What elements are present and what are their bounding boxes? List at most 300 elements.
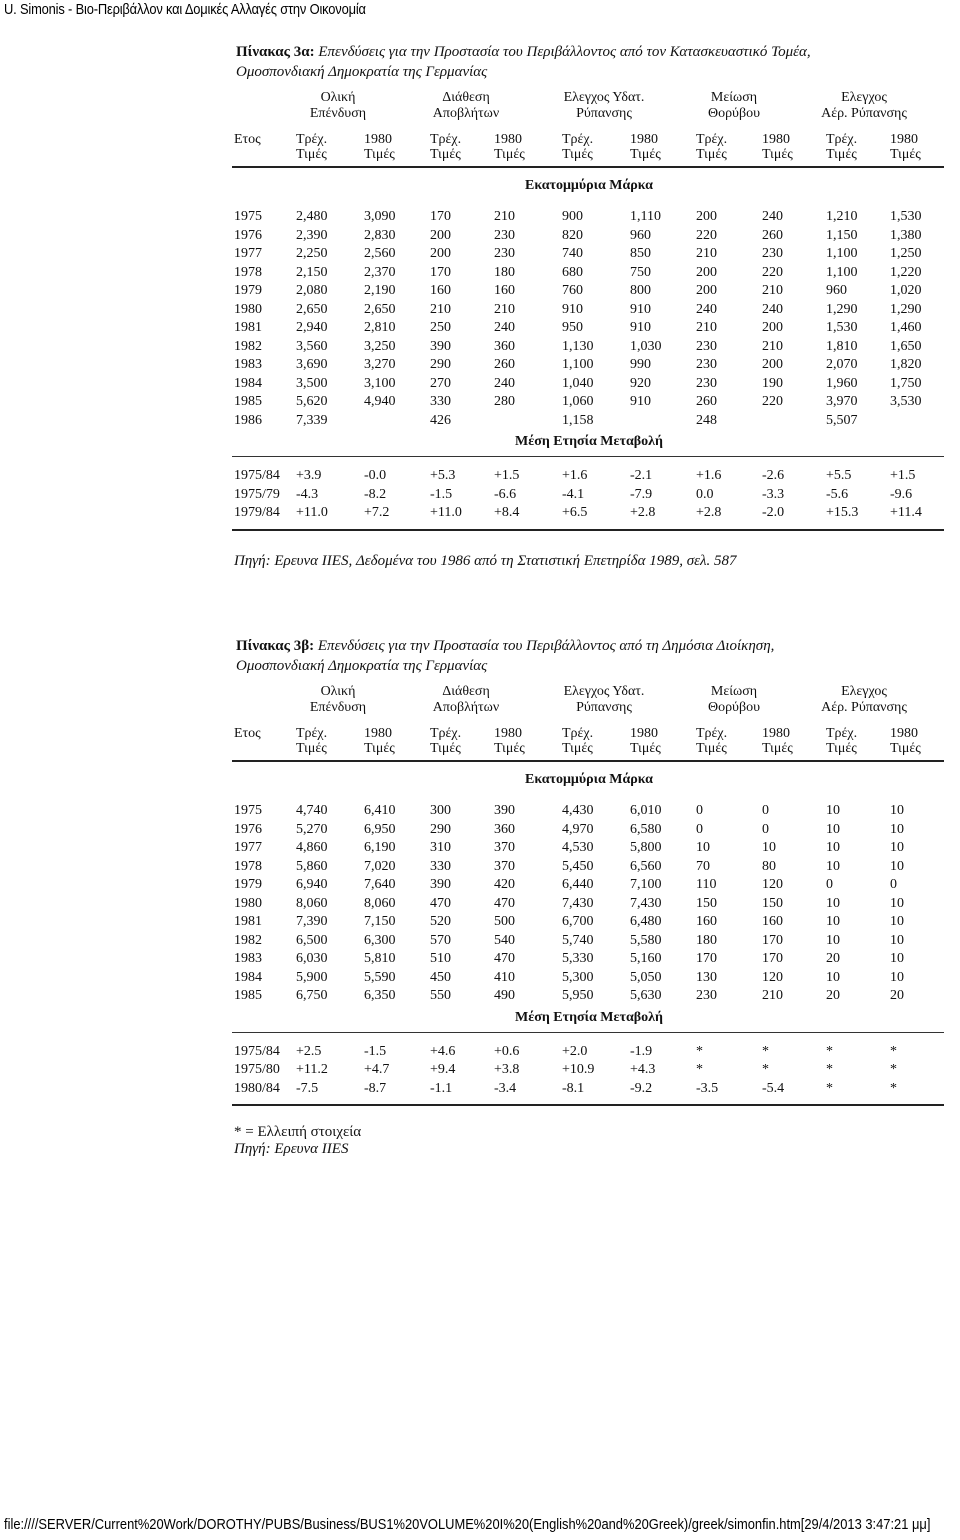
table-cell: 1,290 [826, 301, 858, 317]
table-3a [226, 42, 952, 570]
table-cell: +11.4 [890, 505, 922, 520]
table-cell: 170 [430, 264, 451, 280]
table-cell: 990 [630, 357, 651, 372]
row-label-cell: 1982 [234, 932, 262, 948]
table-cell: 500 [494, 914, 515, 929]
subheader-line1: Τρέχ. [430, 726, 462, 741]
row-label-cell: 1983 [234, 951, 262, 966]
table-cell: 2,190 [364, 283, 396, 298]
table-cell: 160 [762, 914, 783, 929]
table-cell: 10 [890, 932, 904, 948]
table-cell: +5.3 [430, 468, 456, 483]
table-cell: 10 [826, 969, 840, 985]
column-group-line1: Ολική [320, 90, 356, 105]
column-group-line2: Θορύβου [707, 106, 761, 121]
table-cell: +11.2 [296, 1062, 328, 1077]
table-cell: -5.6 [826, 486, 849, 502]
table-cell: +2.5 [296, 1043, 322, 1059]
subheader-line2: Τιμές [296, 147, 327, 162]
table-cell: 3,100 [364, 375, 396, 391]
table-cell: 1,060 [562, 394, 594, 409]
table-row [226, 301, 952, 320]
table-cell: 10 [890, 803, 904, 818]
base-1980-prices-header [364, 132, 395, 162]
table-cell: * [826, 1080, 833, 1096]
table-cell: 10 [890, 914, 904, 929]
table-cell: +2.8 [630, 505, 656, 520]
table-cell: 6,190 [364, 840, 396, 855]
table-cell: -2.6 [762, 468, 785, 483]
table-cell: 4,740 [296, 803, 328, 818]
table-cell: 210 [762, 283, 783, 298]
table-cell: 200 [762, 357, 783, 372]
table-cell: 6,440 [562, 877, 594, 892]
table-cell: +10.9 [562, 1062, 595, 1077]
table-cell: 390 [430, 877, 451, 892]
table-cell: 210 [762, 988, 783, 1003]
column-group-line2: Ρύπανσης [576, 700, 632, 715]
subheader-line2: Τιμές [696, 741, 727, 756]
table-cell: 426 [430, 412, 451, 428]
table-cell: 910 [630, 301, 651, 317]
table-cell: 130 [696, 969, 717, 985]
table-cell: 10 [826, 932, 840, 948]
column-group-line1: Μείωση [710, 90, 758, 105]
column-group [268, 90, 408, 122]
table-label: Πίνακας 3β: [236, 638, 315, 654]
subheader-line2: Τιμές [494, 147, 525, 162]
table-cell: 180 [696, 932, 717, 948]
column-group-line2: Αποβλήτων [432, 700, 500, 715]
table-cell: 5,900 [296, 969, 328, 985]
table-cell: 0 [696, 803, 703, 818]
column-group-line2: Αέρ. Ρύπανσης [821, 106, 907, 121]
base-1980-prices-header [762, 726, 793, 756]
row-label-cell: 1985 [234, 988, 262, 1003]
change-rows [226, 1043, 952, 1099]
bottom-rule [232, 1104, 944, 1106]
table-cell: -2.0 [762, 505, 785, 520]
table-cell: -0.0 [364, 468, 387, 483]
table-cell: 360 [494, 338, 515, 354]
row-label-cell: 1975/84 [234, 468, 280, 483]
table-cell: +7.2 [364, 505, 390, 520]
table-cell: 0 [696, 821, 703, 837]
table-cell: 7,430 [562, 895, 594, 911]
table-label: Πίνακας 3α: [236, 44, 315, 60]
table-row [226, 486, 952, 505]
table-cell: 310 [430, 840, 451, 855]
table-cell: -1.5 [430, 486, 453, 502]
row-label-cell: 1975/80 [234, 1062, 280, 1077]
table-cell: 190 [762, 375, 783, 391]
row-label-cell: 1977 [234, 246, 262, 261]
change-section-label: Μέση Ετησία Μεταβολή [515, 434, 663, 449]
table-cell: 10 [826, 914, 840, 929]
table-cell: 6,940 [296, 877, 328, 892]
table-cell: 470 [494, 951, 515, 966]
table-cell: -3.3 [762, 486, 785, 502]
table-cell: 7,020 [364, 858, 396, 874]
base-1980-prices-header [890, 132, 921, 162]
table-cell: 6,030 [296, 951, 328, 966]
table-cell: 240 [494, 375, 515, 391]
table-cell: 330 [430, 858, 451, 874]
table-cell: 2,810 [364, 320, 396, 335]
table-cell: 7,339 [296, 412, 328, 428]
table-cell: 220 [762, 394, 783, 409]
table-cell: 910 [630, 394, 651, 409]
row-label-cell: 1981 [234, 320, 262, 335]
table-cell: 170 [762, 932, 783, 948]
table-cell: 10 [762, 840, 776, 855]
table-cell: 1,100 [562, 357, 594, 372]
table-row [226, 227, 952, 246]
table-3b [226, 636, 952, 1158]
table-cell: -1.1 [430, 1080, 453, 1096]
subheader-line1: 1980 [630, 726, 658, 741]
table-cell: 5,630 [630, 988, 662, 1003]
table-cell: 150 [696, 895, 717, 911]
table-cell: * [890, 1043, 897, 1059]
table-cell: 3,560 [296, 338, 328, 354]
current-prices-header [296, 132, 327, 162]
table-cell: 10 [890, 821, 904, 837]
subheader-line1: Τρέχ. [826, 132, 858, 147]
table-cell: 510 [430, 951, 451, 966]
subheader-line2: Τιμές [762, 147, 793, 162]
table-cell: +15.3 [826, 505, 859, 520]
table-cell: 1,750 [890, 375, 922, 391]
table-cell: 300 [430, 803, 451, 818]
subheader-line1: Τρέχ. [696, 726, 728, 741]
table-cell: 570 [430, 932, 451, 948]
row-label-cell: 1980 [234, 895, 262, 911]
row-label-cell: 1979 [234, 283, 262, 298]
row-label-cell: 1983 [234, 357, 262, 372]
table-row [226, 319, 952, 338]
table-cell: 1,020 [890, 283, 922, 298]
table-cell: * [826, 1043, 833, 1059]
row-label-cell: 1980/84 [234, 1080, 280, 1096]
subheader-line1: 1980 [364, 132, 392, 147]
table-cell: 210 [494, 209, 515, 224]
table-cell: 200 [762, 320, 783, 335]
table-cell: 7,100 [630, 877, 662, 892]
table-cell: +1.5 [494, 468, 520, 483]
subheader-line2: Τιμές [364, 147, 395, 162]
subheader-line2: Τιμές [826, 741, 857, 756]
subheader-line1: 1980 [762, 132, 790, 147]
table-source: Πηγή: Ερευνα ΙΙΕS, Δεδομένα του 1986 από τη Στατιστική Επετηρίδα 1989, σελ. 587 [234, 552, 737, 569]
table-cell: 850 [630, 246, 651, 261]
table-cell: +11.0 [296, 505, 328, 520]
table-cell: 2,560 [364, 246, 396, 261]
table-cell: 1,530 [826, 320, 858, 335]
table-cell: 4,430 [562, 803, 594, 818]
table-cell: 120 [762, 877, 783, 892]
column-subheaders [226, 726, 952, 758]
table-cell: 370 [494, 840, 515, 855]
column-group-line2: Αποβλήτων [432, 106, 500, 121]
table-cell: 5,800 [630, 840, 662, 855]
table-row [226, 208, 952, 227]
table-row [226, 969, 952, 988]
table-row [226, 932, 952, 951]
table-cell: 1,650 [890, 338, 922, 354]
table-cell: -8.1 [562, 1080, 585, 1096]
table-cell: 0 [890, 877, 897, 892]
table-cell: 250 [430, 320, 451, 335]
year-column-header: Ετος [234, 726, 261, 741]
table-cell: 330 [430, 394, 451, 409]
row-label-cell: 1976 [234, 821, 262, 837]
table-cell: +4.3 [630, 1062, 656, 1077]
table-row [226, 356, 952, 375]
row-label-cell: 1982 [234, 338, 262, 354]
data-rows [226, 208, 952, 430]
table-cell: 10 [890, 840, 904, 855]
table-cell: 5,507 [826, 412, 858, 428]
table-cell: 10 [890, 858, 904, 874]
table-cell: 160 [430, 283, 451, 298]
subheader-line2: Τιμές [696, 147, 727, 162]
table-cell: 5,860 [296, 858, 328, 874]
table-cell: 5,450 [562, 858, 594, 874]
column-group-line1: Ελεγχος [841, 90, 887, 105]
table-cell: * [890, 1080, 897, 1096]
table-cell: 2,250 [296, 246, 328, 261]
table-cell: 230 [494, 246, 515, 261]
base-1980-prices-header [494, 726, 525, 756]
base-1980-prices-header [762, 132, 793, 162]
table-cell: 4,970 [562, 821, 594, 837]
table-cell: 110 [696, 877, 717, 892]
table-cell: 230 [696, 338, 717, 354]
table-cell: 470 [430, 895, 451, 911]
table-cell: 7,430 [630, 895, 662, 911]
table-cell: 800 [630, 283, 651, 298]
table-cell: 6,560 [630, 858, 662, 874]
table-cell: 390 [494, 803, 515, 818]
table-cell: 760 [562, 283, 583, 298]
subheader-line2: Τιμές [562, 741, 593, 756]
base-1980-prices-header [494, 132, 525, 162]
current-prices-header [826, 132, 857, 162]
table-cell: * [696, 1062, 703, 1077]
table-cell: 240 [494, 320, 515, 335]
table-cell: 910 [630, 320, 651, 335]
table-cell: 5,950 [562, 988, 594, 1003]
row-label-cell: 1980 [234, 301, 262, 317]
table-cell: 1,530 [890, 209, 922, 224]
subheader-line1: Τρέχ. [296, 726, 328, 741]
page-header: U. Simonis - Βιο-Περιβάλλον και Δομικές Αλλαγές στην Οικονομία [4, 1, 366, 18]
table-cell: 0.0 [696, 486, 714, 502]
table-cell: 170 [430, 209, 451, 224]
subheader-line2: Τιμές [630, 147, 661, 162]
column-group [664, 684, 804, 716]
table-cell: +4.6 [430, 1043, 456, 1059]
table-cell: -3.4 [494, 1080, 517, 1096]
table-cell: +1.6 [562, 468, 588, 483]
current-prices-header [696, 132, 727, 162]
row-label-cell: 1976 [234, 227, 262, 243]
table-cell: 7,640 [364, 877, 396, 892]
column-group-line1: Ελεγχος Υδατ. [563, 684, 645, 699]
unit-label: Εκατομμύρια Μάρκα [525, 772, 653, 787]
table-cell: 210 [696, 320, 717, 335]
table-cell: 10 [696, 840, 710, 855]
table-cell: 1,810 [826, 338, 858, 354]
table-cell: 240 [762, 209, 783, 224]
table-row [226, 467, 952, 486]
subheader-line1: Τρέχ. [296, 132, 328, 147]
current-prices-header [696, 726, 727, 756]
column-group-line2: Αέρ. Ρύπανσης [821, 700, 907, 715]
subheader-line1: Τρέχ. [826, 726, 858, 741]
table-row [226, 895, 952, 914]
table-cell: 550 [430, 988, 451, 1003]
table-cell: +2.0 [562, 1043, 588, 1059]
table-cell: +3.9 [296, 468, 322, 483]
table-cell: 3,500 [296, 375, 328, 391]
table-cell: 1,960 [826, 375, 858, 391]
table-cell: 240 [696, 301, 717, 317]
table-title-line1: Επενδύσεις για την Προστασία του Περιβάλλοντος από τον Κατασκευαστικό Τομέα, [318, 44, 811, 60]
table-row [226, 802, 952, 821]
table-cell: -9.6 [890, 486, 913, 502]
table-cell: -4.1 [562, 486, 585, 502]
table-cell: 200 [696, 283, 717, 298]
table-cell: -8.2 [364, 486, 387, 502]
table-cell: 1,220 [890, 264, 922, 280]
table-cell: 160 [696, 914, 717, 929]
table-cell: 5,810 [364, 951, 396, 966]
table-cell: 3,270 [364, 357, 396, 372]
table-cell: 200 [696, 209, 717, 224]
table-cell: 820 [562, 227, 583, 243]
subheader-line2: Τιμές [890, 741, 921, 756]
column-group-line2: Ρύπανσης [576, 106, 632, 121]
table-cell: * [826, 1062, 833, 1077]
table-cell: 120 [762, 969, 783, 985]
subheader-line1: Τρέχ. [430, 132, 462, 147]
section-rule [232, 456, 944, 457]
table-cell: 2,150 [296, 264, 328, 280]
table-cell: 3,970 [826, 394, 858, 409]
table-title-line2: Ομοσπονδιακή Δημοκρατία της Γερμανίας [236, 64, 488, 80]
table-cell: 5,300 [562, 969, 594, 985]
table-cell: +5.5 [826, 468, 852, 483]
table-cell: 220 [762, 264, 783, 280]
table-cell: 740 [562, 246, 583, 261]
table-cell: 220 [696, 227, 717, 243]
table-cell: * [696, 1043, 703, 1059]
subheader-line2: Τιμές [364, 741, 395, 756]
table-cell: 6,410 [364, 803, 396, 818]
table-cell: 6,750 [296, 988, 328, 1003]
table-cell: 20 [826, 988, 840, 1003]
year-column-header: Ετος [234, 132, 261, 147]
header-rule [232, 760, 944, 762]
subheader-line1: 1980 [630, 132, 658, 147]
table-cell: 10 [826, 895, 840, 911]
table-cell: 230 [494, 227, 515, 243]
table-cell: 210 [430, 301, 451, 317]
table-cell: 5,740 [562, 932, 594, 948]
row-label-cell: 1979/84 [234, 505, 280, 520]
base-1980-prices-header [630, 132, 661, 162]
table-cell: 2,940 [296, 320, 328, 335]
table-cell: 5,270 [296, 821, 328, 837]
column-groups [226, 684, 952, 720]
table-row [226, 504, 952, 523]
table-cell: 370 [494, 858, 515, 874]
column-group-line1: Ελεγχος Υδατ. [563, 90, 645, 105]
page-footer: file:////SERVER/Current%20Work/DOROTHY/PUBS/Business/BUS1%20VOLUME%20I%20(English%20and%20Greek)/greek/simonfin.htm[29/4/2013 3:47:21 μμ] [4, 1516, 931, 1533]
table-cell: 450 [430, 969, 451, 985]
subheader-line2: Τιμές [296, 741, 327, 756]
table-cell: 2,070 [826, 357, 858, 372]
table-row [226, 282, 952, 301]
table-cell: -4.3 [296, 486, 319, 502]
row-label-cell: 1975 [234, 803, 262, 818]
table-cell: 210 [696, 246, 717, 261]
table-row [226, 950, 952, 969]
table-cell: -6.6 [494, 486, 517, 502]
table-cell: 290 [430, 357, 451, 372]
table-cell: 1,380 [890, 227, 922, 243]
table-cell: 1,110 [630, 209, 661, 224]
column-group-line1: Ελεγχος [841, 684, 887, 699]
table-cell: 1,030 [630, 338, 662, 354]
base-1980-prices-header [890, 726, 921, 756]
table-cell: 5,330 [562, 951, 594, 966]
table-cell: 4,530 [562, 840, 594, 855]
table-cell: 200 [696, 264, 717, 280]
table-cell: -9.2 [630, 1080, 653, 1096]
row-label-cell: 1986 [234, 412, 262, 428]
table-row [226, 264, 952, 283]
table-cell: 6,300 [364, 932, 396, 948]
table-row [226, 876, 952, 895]
table-cell: 5,590 [364, 969, 396, 985]
table-cell: 2,370 [364, 264, 396, 280]
table-title [236, 42, 952, 62]
table-cell: 7,150 [364, 914, 396, 929]
table-cell: 2,390 [296, 227, 328, 243]
table-cell: 6,580 [630, 821, 662, 837]
table-cell: 1,460 [890, 320, 922, 335]
column-group-line1: Μείωση [710, 684, 758, 699]
current-prices-header [826, 726, 857, 756]
table-cell: 950 [562, 320, 583, 335]
change-rows [226, 467, 952, 523]
table-row [226, 1043, 952, 1062]
subheader-line1: 1980 [364, 726, 392, 741]
column-group [396, 684, 536, 716]
table-cell: 230 [696, 357, 717, 372]
table-cell: 2,650 [364, 301, 396, 317]
table-cell: +0.6 [494, 1043, 520, 1059]
table-cell: * [890, 1062, 897, 1077]
row-label-cell: 1977 [234, 840, 262, 855]
table-cell: -1.9 [630, 1043, 653, 1059]
subheader-line2: Τιμές [562, 147, 593, 162]
table-cell: +9.4 [430, 1062, 456, 1077]
table-cell: 470 [494, 895, 515, 911]
